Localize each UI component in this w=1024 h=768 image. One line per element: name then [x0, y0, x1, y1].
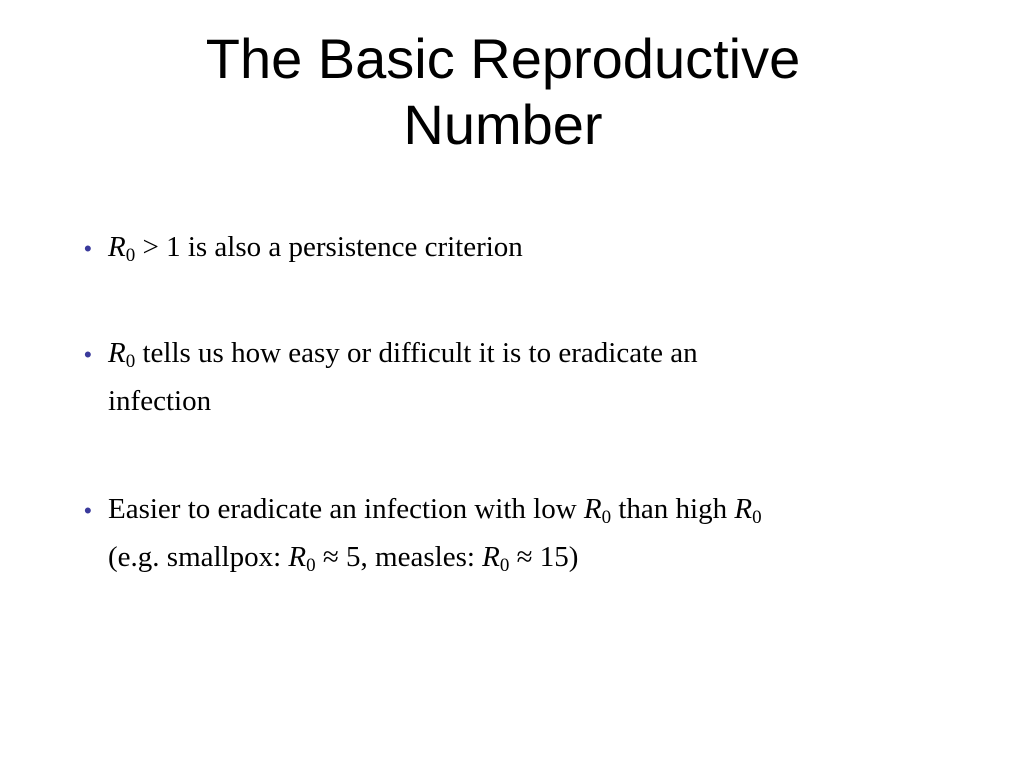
bullet-line: infection — [108, 385, 212, 417]
title-line-1: The Basic Reproductive — [205, 27, 801, 90]
bullet-line: (e.g. smallpox: $R_0 \approx 5$, measles: $R_0 \approx 15$) — [108, 541, 579, 576]
bullet-line: $R_0 > 1$ is also a persistence criterion — [108, 231, 523, 266]
r0-symbol: $R_0$ — [108, 231, 136, 266]
bullet-line: Easier to eradicate an infection with low $R_0$ than high $R_0$ — [108, 493, 762, 528]
bullet-text — [108, 485, 928, 581]
bullet-text — [108, 223, 928, 271]
r0-symbol: $R_0$ — [482, 541, 510, 576]
bullet-dot-icon: • — [84, 236, 92, 261]
bullet-dot-icon: • — [84, 342, 92, 367]
slide-title — [0, 26, 1006, 158]
bullet-text — [108, 329, 928, 425]
r0-symbol: $R_0$ — [583, 493, 612, 528]
title-line-2: Number — [403, 93, 603, 156]
bullet-line: $R_0$ tells us how easy or difficult it is to eradicate an — [108, 337, 698, 372]
r0-symbol: $R_0$ — [288, 541, 316, 576]
r0-symbol: $R_0$ — [108, 337, 136, 372]
bullet-dot-icon: • — [84, 498, 92, 523]
r0-symbol: $R_0$ — [734, 493, 762, 528]
